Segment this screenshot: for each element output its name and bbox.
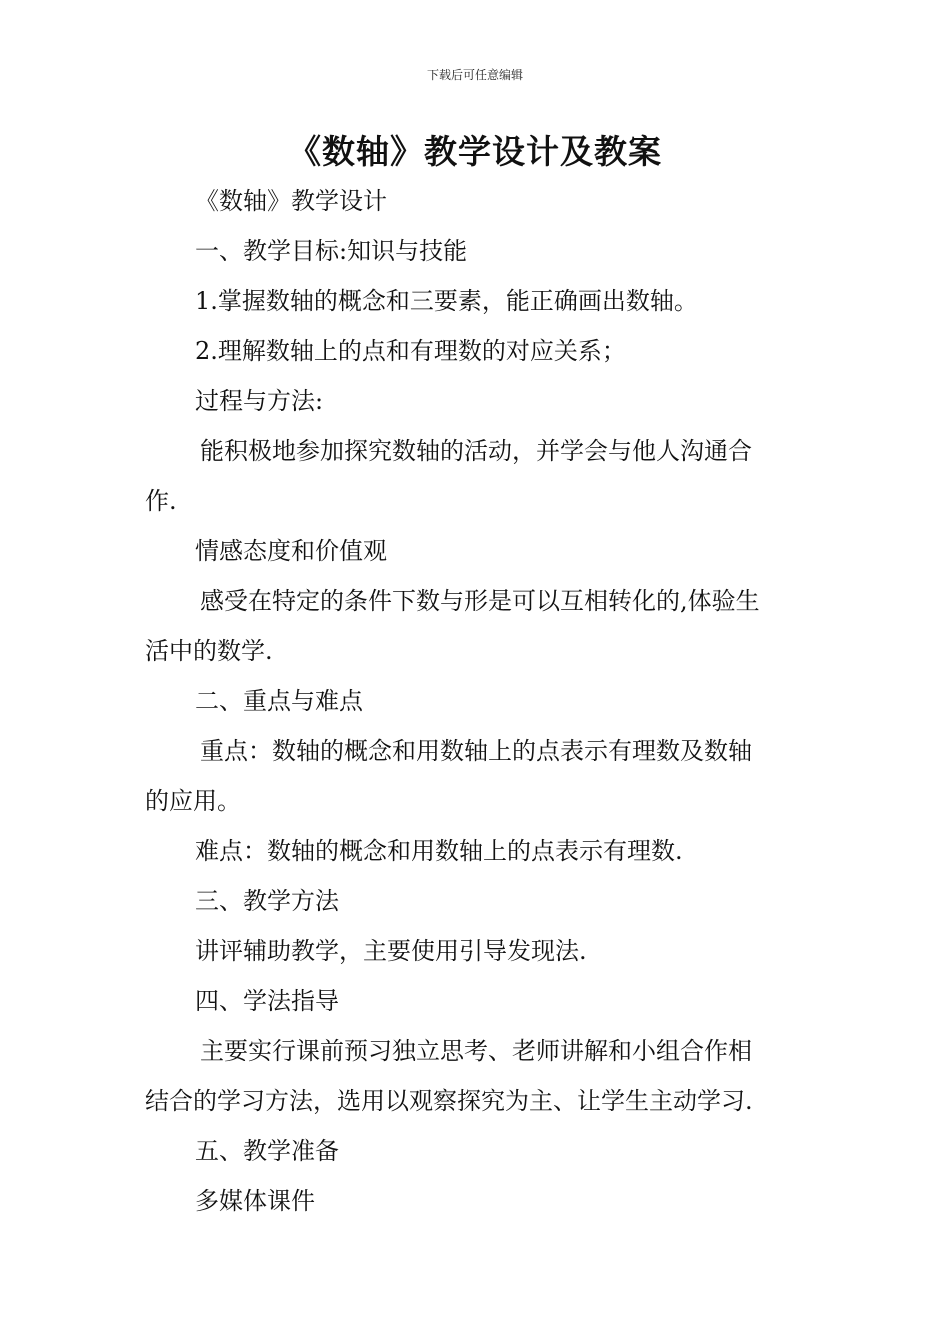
section-heading: 二、重点与难点: [195, 687, 363, 715]
paragraph-line: 1.掌握数轴的概念和三要素，能正确画出数轴。: [195, 287, 698, 315]
paragraph-line: 的应用。: [145, 787, 241, 815]
paragraph-line: 多媒体课件: [195, 1187, 315, 1215]
paragraph-line: 重点：数轴的概念和用数轴上的点表示有理数及数轴: [200, 737, 752, 765]
section-heading: 三、教学方法: [195, 887, 339, 915]
document-title: 《数轴》教学设计及教案: [288, 132, 662, 171]
section-heading: 五、教学准备: [195, 1137, 339, 1165]
section-heading: 一、教学目标:知识与技能: [195, 237, 468, 265]
subsection-heading: 情感态度和价值观: [195, 537, 387, 565]
header-note: 下载后可任意编辑: [426, 68, 523, 82]
paragraph-line: 活中的数学.: [145, 637, 273, 665]
subtitle-line: 《数轴》教学设计: [195, 187, 387, 215]
section-heading: 四、学法指导: [195, 987, 339, 1015]
paragraph-line: 结合的学习方法，选用以观察探究为主、让学生主动学习.: [145, 1087, 753, 1115]
paragraph-line: 主要实行课前预习独立思考、老师讲解和小组合作相: [200, 1037, 752, 1065]
paragraph-line: 难点：数轴的概念和用数轴上的点表示有理数.: [195, 837, 683, 865]
paragraph-line: 感受在特定的条件下数与形是可以互相转化的,体验生: [200, 587, 760, 615]
subsection-heading: 过程与方法:: [195, 387, 324, 415]
paragraph-line: 作.: [145, 487, 177, 515]
paragraph-line: 能积极地参加探究数轴的活动，并学会与他人沟通合: [200, 437, 752, 465]
paragraph-line: 讲评辅助教学，主要使用引导发现法.: [195, 937, 587, 965]
paragraph-line: 2.理解数轴上的点和有理数的对应关系；: [195, 337, 626, 365]
